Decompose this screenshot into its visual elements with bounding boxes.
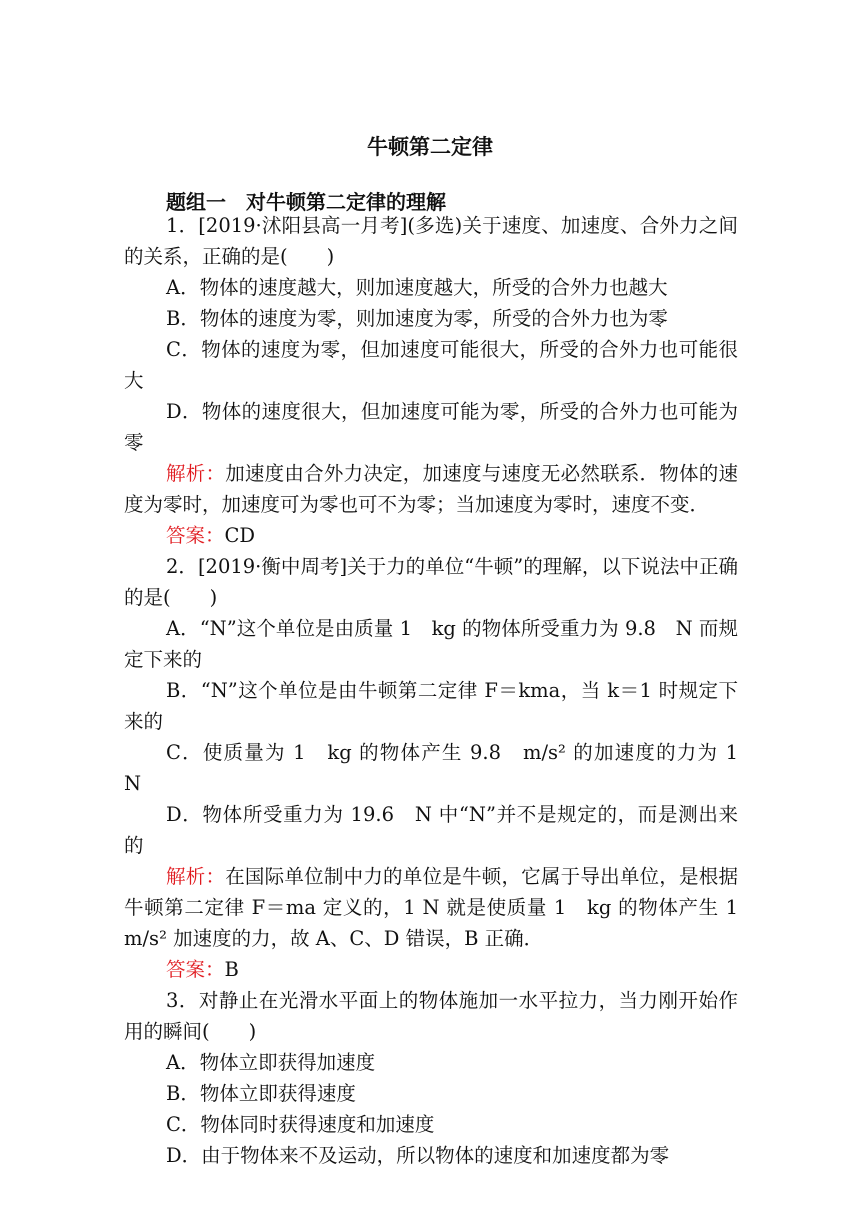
question-list [124,210,758,1171]
option-a: A．物体的速度越大，则加速度越大，所受的合外力也越大 [166,276,668,299]
option-c: C．物体的速度为零，但加速度可能很大，所受的合外力也可能很大 [124,338,738,392]
answer-label: 答案： [166,958,225,981]
answer-label: 答案： [166,524,225,547]
question-stem: 2．[2019·衡中周考]关于力的单位“牛顿”的理解，以下说法中正确的是( ) [124,555,738,609]
option-d: D．由于物体来不及运动，所以物体的速度和加速度都为零 [166,1144,670,1167]
option-b: B．物体的速度为零，则加速度为零，所受的合外力也为零 [166,307,668,330]
page-title: 牛顿第二定律 [367,135,493,159]
question-1 [124,210,738,551]
analysis-text: 加速度由合外力决定，加速度与速度无必然联系．物体的速度为零时，加速度可为零也可不为零；当加速度为零时，速度不变． [124,462,738,516]
analysis-label: 解析： [166,462,226,485]
analysis-text: 在国际单位制中力的单位是牛顿，它属于导出单位，是根据牛顿第二定律 F＝ma 定义的，1 N 就是使质量 1 kg 的物体产生 1 m/s² 加速度的力，故 A、C、D 错误，B 正确． [124,865,738,950]
analysis-label: 解析： [166,865,226,888]
answer [124,520,738,551]
section-heading: 题组一 对牛顿第二定律的理解 [166,190,446,214]
answer [124,954,738,985]
analysis [124,458,738,520]
option-c: C．使质量为 1 kg 的物体产生 9.8 m/s² 的加速度的力为 1 N [124,741,758,795]
option-c: C．物体同时获得速度和加速度 [166,1113,435,1136]
question-stem: 3．对静止在光滑水平面上的物体施加一水平拉力，当力刚开始作用的瞬间( ) [124,989,738,1043]
option-a: A．“N”这个单位是由质量 1 kg 的物体所受重力为 9.8 N 而规定下来的 [124,617,738,671]
option-b: B．“N”这个单位是由牛顿第二定律 F＝kma，当 k＝1 时规定下来的 [124,679,738,733]
option-a: A．物体立即获得加速度 [166,1051,376,1074]
option-b: B．物体立即获得速度 [166,1082,356,1105]
answer-text: B [224,958,239,981]
question-3 [124,985,738,1171]
option-d: D．物体所受重力为 19.6 N 中“N”并不是规定的，而是测出来的 [124,803,738,857]
option-d: D．物体的速度很大，但加速度可能为零，所受的合外力也可能为零 [124,400,738,454]
question-stem: 1．[2019·沭阳县高一月考](多选)关于速度、加速度、合外力之间的关系，正确的是( ) [124,214,738,268]
analysis [124,861,738,954]
answer-text: CD [224,524,256,547]
question-2 [124,551,758,985]
